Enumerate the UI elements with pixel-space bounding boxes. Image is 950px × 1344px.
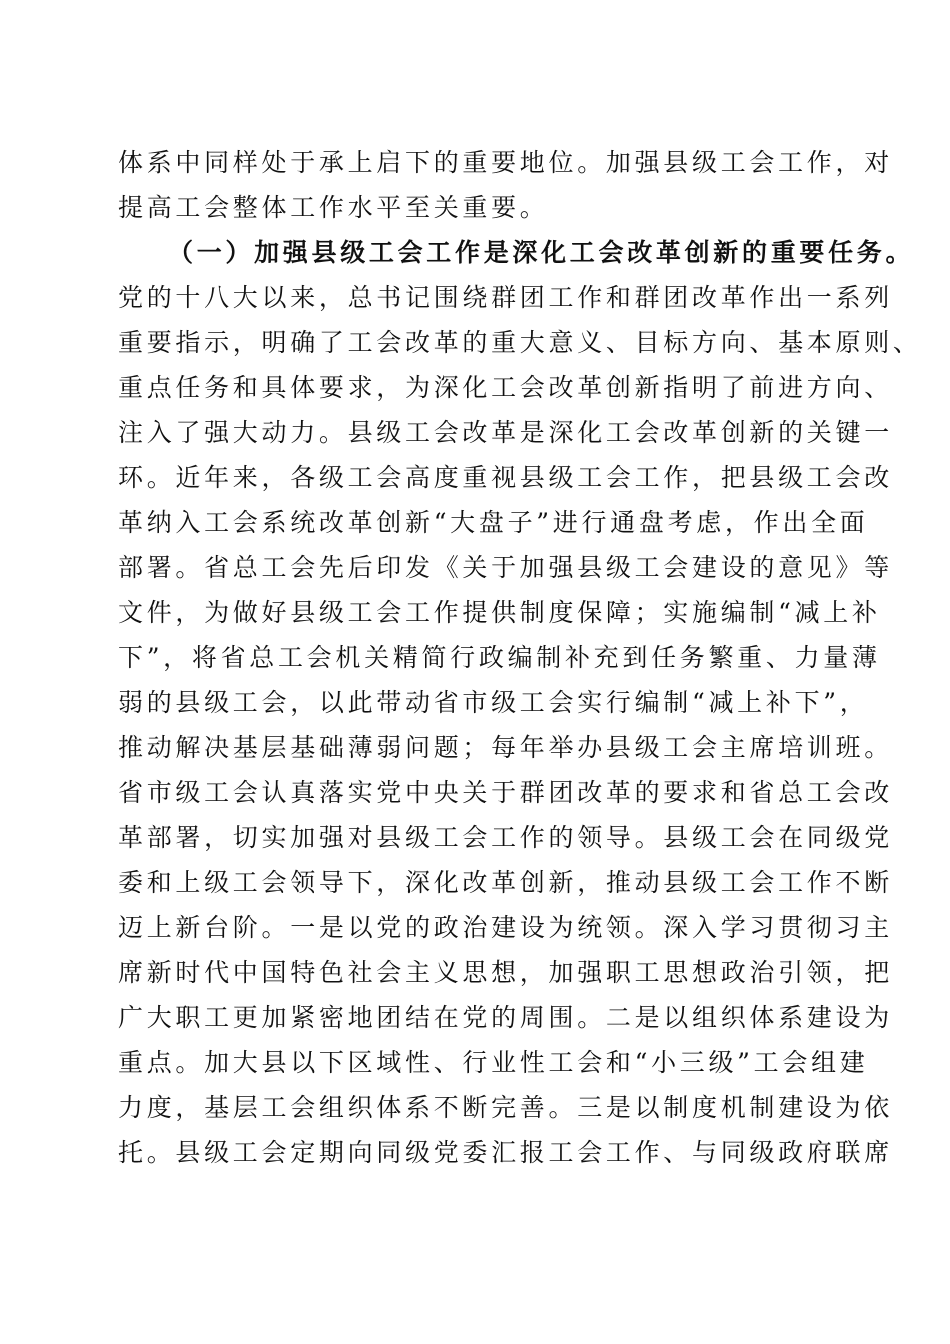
section-heading-text: （一）加强县级工会工作是深化工会改革创新的重要任务。 xyxy=(168,238,915,267)
section-heading xyxy=(168,238,914,268)
text-line-2: 提高工会整体工作水平至关重要。 xyxy=(118,193,549,222)
text-line-6: 重点任务和具体要求，为深化工会改革创新指明了前进方向、 xyxy=(118,373,893,402)
text-line-17: 委和上级工会领导下，深化改革创新，推动县级工会工作不断 xyxy=(118,868,893,897)
text-line-4: 党的十八大以来，总书记围绕群团工作和群团改革作出一系列 xyxy=(118,283,893,312)
text-line-12: 下”，将省总工会机关精简行政编制补充到任务繁重、力量薄 xyxy=(118,643,881,672)
text-line-19: 席新时代中国特色社会主义思想，加强职工思想政治引领，把 xyxy=(118,958,893,987)
text-line-16: 革部署，切实加强对县级工会工作的领导。县级工会在同级党 xyxy=(118,823,893,852)
text-line-7: 注入了强大动力。县级工会改革是深化工会改革创新的关键一 xyxy=(118,418,893,447)
text-line-14: 推动解决基层基础薄弱问题；每年举办县级工会主席培训班。 xyxy=(118,733,893,762)
text-line-23: 托。县级工会定期向同级党委汇报工会工作、与同级政府联席 xyxy=(118,1138,893,1167)
text-line-10: 部署。省总工会先后印发《关于加强县级工会建设的意见》等 xyxy=(118,553,893,582)
text-line-22: 力度，基层工会组织体系不断完善。三是以制度机制建设为依 xyxy=(118,1093,893,1122)
text-line-21: 重点。加大县以下区域性、行业性工会和“小三级”工会组建 xyxy=(118,1048,869,1077)
text-line-15: 省市级工会认真落实党中央关于群团改革的要求和省总工会改 xyxy=(118,778,893,807)
text-line-13: 弱的县级工会，以此带动省市级工会实行编制“减上补下”， xyxy=(118,688,869,717)
text-line-8: 环。近年来，各级工会高度重视县级工会工作，把县级工会改 xyxy=(118,463,893,492)
text-line-20: 广大职工更加紧密地团结在党的周围。二是以组织体系建设为 xyxy=(118,1003,893,1032)
text-line-11: 文件，为做好县级工会工作提供制度保障；实施编制“减上补 xyxy=(118,598,881,627)
text-line-18: 迈上新台阶。一是以党的政治建设为统领。深入学习贯彻习主 xyxy=(118,913,893,942)
text-line-1: 体系中同样处于承上启下的重要地位。加强县级工会工作，对 xyxy=(118,148,893,177)
text-line-9: 革纳入工会系统改革创新“大盘子”进行通盘考虑，作出全面 xyxy=(118,508,869,537)
text-line-5: 重要指示，明确了工会改革的重大意义、目标方向、基本原则、 xyxy=(118,328,922,357)
